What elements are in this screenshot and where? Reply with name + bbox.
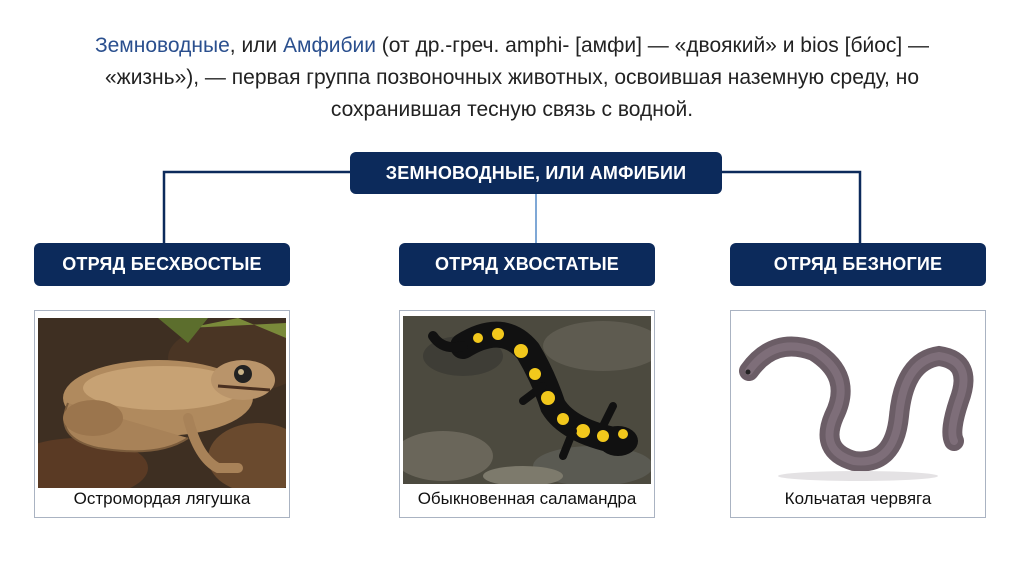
order-gymnophiona-node: ОТРЯД БЕЗНОГИЕ <box>730 243 986 286</box>
card-caecilian <box>730 310 986 518</box>
caecilian-photo <box>734 316 982 484</box>
connector-right <box>722 172 860 243</box>
root-node: ЗЕМНОВОДНЫЕ, ИЛИ АМФИБИИ <box>350 152 722 194</box>
caption-frog: Остромордая лягушка <box>73 489 251 508</box>
frog-photo <box>38 318 286 488</box>
salamander-photo <box>403 316 651 484</box>
intro-separator: , или <box>229 34 283 57</box>
intro-term-amphibia: Амфибии <box>283 34 376 57</box>
connector-left <box>164 172 350 243</box>
order-anura-node: ОТРЯД БЕСХВОСТЫЕ <box>34 243 290 286</box>
card-frog <box>34 310 290 518</box>
caption-caecilian: Кольчатая червяга <box>784 489 932 508</box>
intro-term-amphibians: Земноводные <box>94 34 230 57</box>
caption-salamander: Обыкновенная саламандра <box>417 489 637 508</box>
order-caudata-node: ОТРЯД ХВОСТАТЫЕ <box>399 243 655 286</box>
intro-definition: (от др.-греч. amphi- [амфи] — «двоякий» и bios [би́ос] — «жизнь»), — первая группа позвоночных животных, освоившая наземную среду, но сохранившая тесную связь с водной. <box>104 34 930 121</box>
card-salamander <box>399 310 655 518</box>
